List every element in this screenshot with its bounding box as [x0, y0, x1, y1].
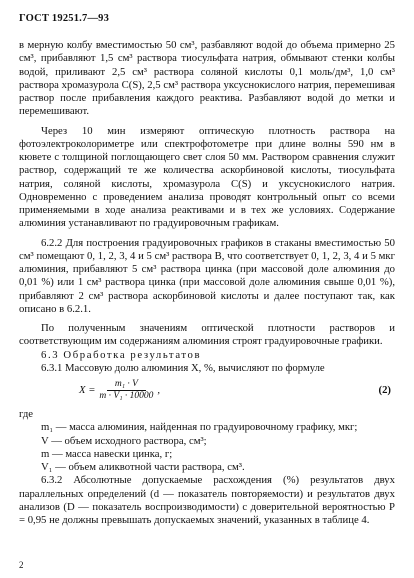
paragraph-tolerances: 6.3.2 Абсолютные допускаемые расхождения (%) результатов двух параллельных определений (d — показатель повторяемости) и результатов двух анализов (D — показатель воспроизводимости) с доверительной вероятностью P = 0,95 не должны превышать допускаемых значений, указанных в таблице 4.: [19, 474, 395, 526]
definition-item: m₁ — масса алюминия, найденная по градуировочному графику, мкг;: [41, 421, 358, 434]
equation-number: (2): [378, 384, 391, 396]
definitions-where: где: [19, 408, 34, 420]
paragraph-formula-intro: 6.3.1 Массовую долю алюминия X, %, вычисляют по формуле: [41, 361, 325, 374]
definition-item: V — объем исходного раствора, см³;: [41, 434, 207, 447]
formula-numerator: m₁ · V: [107, 379, 146, 391]
definition-item: V₁ — объем аликвотной части раствора, см³.: [41, 461, 245, 473]
standard-code-header: ГОСТ 19251.7—93: [19, 13, 110, 24]
paragraph-calibration: 6.2.2 Для построения градуировочных графиков в стаканы вместимостью 50 см³ помещают 0, 1, 2, 3, 4 и 5 см³ раствора В, что соответствует 0, 1, 2, 3, 4 и 5 мкг алюминия, прибавляют 5 см³ раствора цинка (при массовой доле алюминия до 0,01 %) или 1 см³ раствора цинка (при массовой доле алюминия свыше 0,01 %), прибавляют 2 см³ раствора аскорбиновой кислоты и далее поступают так, как описано в 6.2.1.: [19, 236, 395, 315]
document-body: [19, 39, 395, 527]
page-number: 2: [19, 560, 24, 570]
definitions-list: [41, 421, 395, 474]
formula: [79, 379, 160, 402]
paragraph-reagents: в мерную колбу вместимостью 50 см³, разбавляют водой до объема примерно 25 см³, прибавляют 1,5 см³ раствора тиосульфата натрия, обмывают стенки колбы водой, приливают 2,5 см³ раствора соляной кислоты 0,1 моль/дм³, 1,0 см³ раствора хромазурола C(S), 2,5 см³ раствора уксуснокислого натрия, перемешивая раствор после прибавления каждого реактива. Разбавляют водой до метки и перемешивают.: [19, 39, 395, 118]
formula-tail: ,: [157, 383, 161, 396]
formula-lhs: X =: [79, 383, 96, 396]
definition-item: m — масса навески цинка, г;: [41, 447, 173, 460]
paragraph-measurement: Через 10 мин измеряют оптическую плотность раствора на фотоэлектроколориметре или спектрофотометре при длине волны 590 нм в кювете с толщиной поглощающего свет слоя 50 мм. Раствором сравнения служит раствор, содержащий те же количества аскорбиновой кислоты, тиосульфата натрия, соляной кислоты, хромазурола C(S) и уксуснокислого натрия. Одновременно с проведением анализа проводят контрольный опыт со всеми применяемыми в ходе анализа реактивами и в тех же условиях. Содержание алюминия устанавливают по градуировочным графикам.: [19, 124, 395, 230]
paragraph-graphs: По полученным значениям оптической плотности растворов и соответствующим им содержаниям алюминия строят градуировочные графики.: [19, 322, 395, 348]
formula-denominator: m · V₁ · 10000: [99, 391, 154, 401]
section-title-results: 6.3 Обработка результатов: [41, 348, 202, 361]
formula-block: [19, 377, 395, 405]
formula-fraction: [99, 379, 153, 402]
